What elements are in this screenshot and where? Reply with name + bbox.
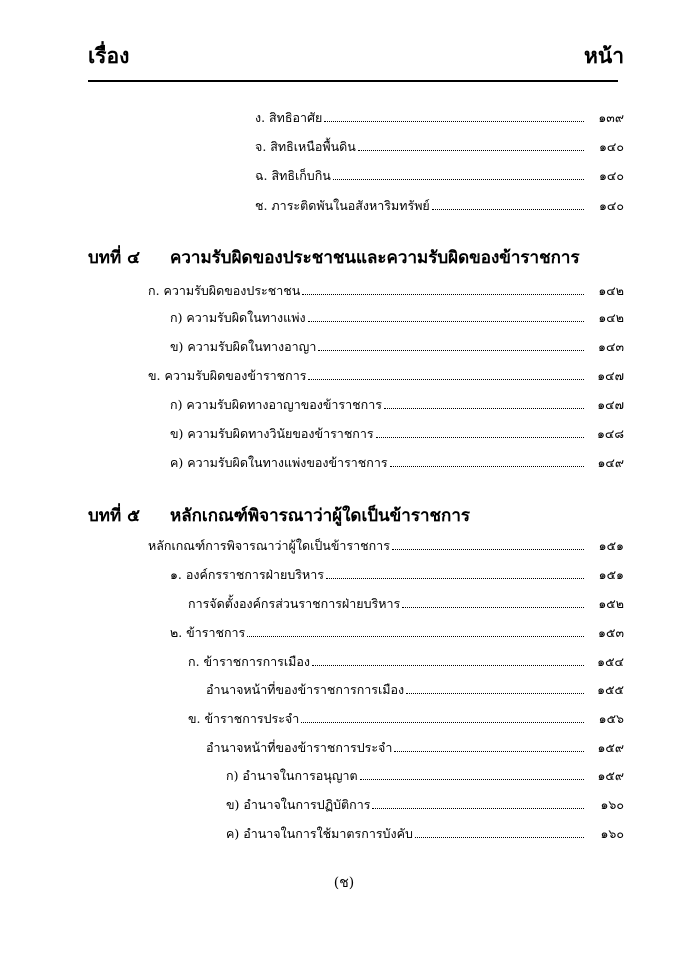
toc-entry-label: ช. ภาระติดพันในอสังหาริมทรัพย์: [255, 198, 430, 213]
toc-entry-label: จ. สิทธิเหนือพื้นดิน: [255, 139, 356, 154]
toc-entry-page: ๑๕๑: [598, 567, 624, 582]
leader-dots: [394, 751, 584, 752]
toc-entry[interactable]: [188, 596, 624, 612]
toc-entry[interactable]: [255, 198, 624, 214]
toc-entry-label: ก. ข้าราชการการเมือง: [188, 654, 311, 669]
toc-entry[interactable]: [226, 768, 624, 784]
toc-entry-page: ๑๖๐: [600, 797, 624, 812]
leader-dots: [415, 837, 584, 838]
toc-entry-page: ๑๔๒: [598, 310, 624, 325]
toc-entry-page: ๑๕๔: [597, 654, 624, 669]
toc-entry-label: ค) อำนาจในการใช้มาตรการบังคับ: [226, 826, 413, 841]
toc-entry-page: ๑๕๑: [598, 538, 624, 553]
toc-entry-label: ๒. ข้าราชการ: [170, 625, 246, 640]
toc-entry[interactable]: [170, 397, 624, 413]
toc-entry-label: ก. ความรับผิดของประชาชน: [148, 283, 301, 298]
toc-entry-page: ๑๔๘: [596, 426, 624, 441]
toc-entry[interactable]: [188, 654, 624, 670]
toc-entry-page: ๑๔๙: [597, 455, 624, 470]
leader-dots: [402, 607, 584, 608]
toc-entry-page: ๑๕๙: [597, 768, 624, 783]
toc-entry-page: ๑๕๙: [597, 740, 624, 755]
chapter-heading[interactable]: [88, 244, 580, 271]
toc-entry-label: ง. สิทธิอาศัย: [255, 110, 323, 125]
toc-entry-page: ๑๔๐: [598, 139, 624, 154]
toc-entry-label: ก) อำนาจในการอนุญาต: [226, 768, 358, 783]
toc-entry[interactable]: [170, 339, 624, 355]
toc-entry[interactable]: [170, 567, 624, 583]
leader-dots: [308, 321, 584, 322]
toc-entry-label: ข. ข้าราชการประจำ: [188, 711, 300, 726]
toc-entry-label: ก) ความรับผิดในทางแพ่ง: [170, 310, 306, 325]
header-rule: [88, 80, 618, 82]
toc-entry[interactable]: [170, 625, 624, 641]
toc-entry[interactable]: [170, 426, 624, 442]
toc-entry-label: ข. ความรับผิดของข้าราชการ: [148, 368, 307, 383]
toc-entry[interactable]: [170, 455, 624, 471]
chapter-number: บทที่ ๔: [88, 248, 140, 268]
toc-entry[interactable]: [255, 168, 624, 184]
toc-entry-label: ข) ความรับผิดในทางอาญา: [170, 339, 317, 354]
toc-entry-page: ๑๕๒: [598, 596, 624, 611]
leader-dots: [376, 437, 584, 438]
toc-entry[interactable]: [226, 797, 624, 813]
leader-dots: [247, 636, 584, 637]
toc-entry[interactable]: [206, 682, 624, 698]
toc-entry-label: ข) ความรับผิดทางวินัยของข้าราชการ: [170, 426, 374, 441]
toc-entry-page: ๑๕๕: [597, 682, 624, 697]
toc-entry-label: การจัดตั้งองค์กรส่วนราชการฝ่ายบริหาร: [188, 596, 401, 611]
chapter-heading[interactable]: [88, 502, 470, 529]
toc-entry-label: ฉ. สิทธิเก็บกิน: [255, 168, 331, 183]
leader-dots: [312, 665, 584, 666]
toc-entry[interactable]: [170, 310, 624, 326]
toc-entry-page: ๑๓๙: [598, 110, 624, 125]
header-page-label: หน้า: [584, 43, 624, 68]
toc-entry-page: ๑๖๐: [600, 826, 624, 841]
toc-entry[interactable]: [226, 826, 624, 842]
chapter-title: หลักเกณฑ์พิจารณาว่าผู้ใดเป็นข้าราชการ: [170, 506, 471, 526]
toc-entry[interactable]: [255, 139, 624, 155]
leader-dots: [384, 408, 584, 409]
toc-entry-label: ๑. องค์กรราชการฝ่ายบริหาร: [170, 567, 324, 582]
toc-entry-page: ๑๔๐: [598, 168, 624, 183]
leader-dots: [301, 722, 584, 723]
toc-entry-label: อำนาจหน้าที่ของข้าราชการการเมือง: [206, 682, 405, 697]
toc-entry-page: ๑๕๓: [598, 625, 624, 640]
header-title: เรื่อง: [88, 43, 130, 68]
toc-entry[interactable]: [255, 110, 624, 126]
toc-entry[interactable]: [148, 283, 624, 299]
toc-entry[interactable]: [148, 538, 624, 554]
leader-dots: [372, 808, 584, 809]
toc-entry-label: หลักเกณฑ์การพิจารณาว่าผู้ใดเป็นข้าราชการ: [148, 538, 390, 553]
leader-dots: [318, 350, 584, 351]
leader-dots: [302, 294, 584, 295]
toc-entry-page: ๑๔๗: [597, 397, 624, 412]
leader-dots: [358, 150, 584, 151]
leader-dots: [392, 549, 584, 550]
toc-entry-page: ๑๔๓: [598, 339, 624, 354]
page-number-footer: (ช): [333, 875, 355, 891]
leader-dots: [406, 693, 584, 694]
leader-dots: [432, 209, 584, 210]
toc-entry-label: ข) อำนาจในการปฏิบัติการ: [226, 797, 371, 812]
toc-entry[interactable]: [148, 368, 624, 384]
toc-entry-page: ๑๔๗: [597, 368, 624, 383]
leader-dots: [390, 466, 584, 467]
chapter-title: ความรับผิดของประชาชนและความรับผิดของข้าราชการ: [170, 248, 580, 268]
toc-entry-page: ๑๔๐: [598, 198, 624, 213]
leader-dots: [308, 379, 584, 380]
chapter-number: บทที่ ๕: [88, 506, 140, 526]
leader-dots: [326, 578, 584, 579]
toc-entry-page: ๑๕๖: [598, 711, 624, 726]
leader-dots: [324, 121, 584, 122]
toc-entry-label: ค) ความรับผิดในทางแพ่งของข้าราชการ: [170, 455, 388, 470]
leader-dots: [333, 179, 584, 180]
toc-entry-page: ๑๔๒: [598, 283, 624, 298]
toc-entry[interactable]: [206, 740, 624, 756]
toc-entry[interactable]: [188, 711, 624, 727]
leader-dots: [360, 779, 584, 780]
toc-entry-label: ก) ความรับผิดทางอาญาของข้าราชการ: [170, 397, 382, 412]
toc-entry-label: อำนาจหน้าที่ของข้าราชการประจำ: [206, 740, 393, 755]
